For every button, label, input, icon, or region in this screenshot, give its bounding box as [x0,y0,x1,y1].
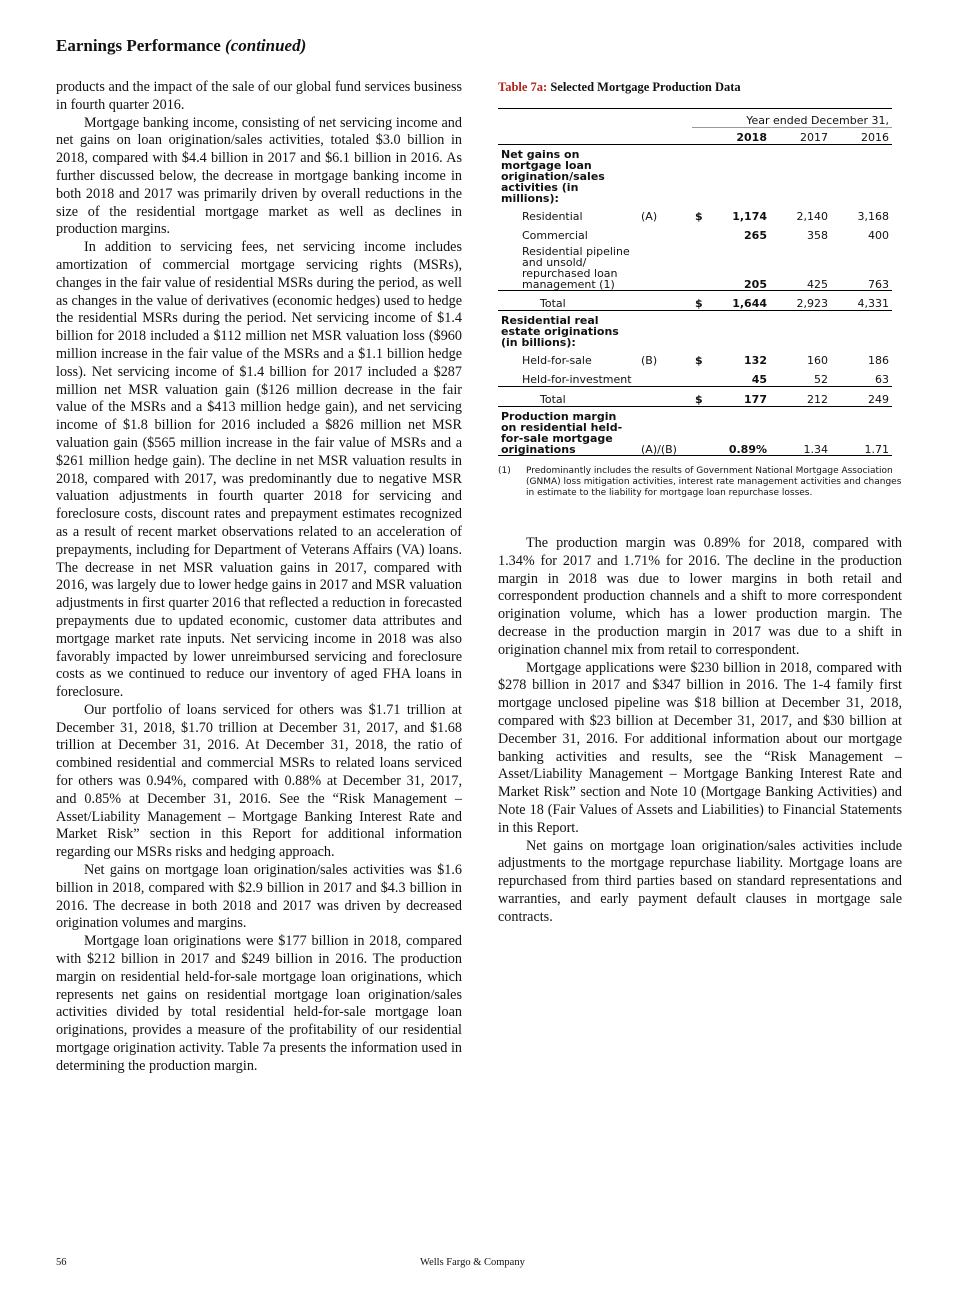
table-row [498,367,892,387]
section-heading: Residential real estate originations (in billions): [498,311,638,349]
paragraph: Mortgage banking income, consisting of net servicing income and net gains on loan origination/sales activities, totaled $3.0 billion in 2018, compared with $4.4 billion in 2017 and $6.1 billion in 2016. As further discussed below, the decrease in mortgage banking income in both 2018 and 2017 was primarily driven by overall reductions in the size of the residential mortgage market as well as declines in production margins. [56,114,462,238]
cell-2018: 132 [744,354,767,367]
cell-2018: 205 [744,278,767,291]
row-ref [638,223,692,242]
row-label: Commercial [522,229,588,242]
row-ref [638,367,692,387]
cell-2016: 4,331 [831,291,892,311]
cell-2018: 45 [751,373,767,386]
row-label: Residential pipeline and unsold/ repurchased loan management (1) [522,245,630,291]
cell-2017: 212 [770,387,831,407]
section-heading: Net gains on mortgage loan origination/sales activities (in millions): [501,148,605,205]
row-ref: (B) [641,354,658,367]
paragraph: Net gains on mortgage loan origination/sales activities was $1.6 billion in 2018, compared with $2.9 billion in 2017 and $4.3 billion in 2016. The decrease in both 2018 and 2017 was driven by decreased origination volumes and margins. [56,862,462,932]
cell-2016: 763 [868,278,889,291]
paragraph: Net gains on mortgage loan origination/sales activities include adjustments to the mortgage repurchase liability. Mortgage loans are repurchased from third parties based on standard representations and warranties, and early payment default clauses in mortgage sale contracts. [498,837,902,925]
production-margin-row [498,407,892,456]
cell-2017: 2,923 [770,291,831,311]
year-header: 2018 [692,128,770,145]
cell-2017: 160 [807,354,828,367]
table-row [498,242,892,291]
cell-2016: 249 [831,387,892,407]
row-ref: (A) [641,210,658,223]
mortgage-production-table [498,108,892,456]
cell-2017: 2,140 [796,210,828,223]
cell-2018: 1,644 [732,297,767,310]
row-label: Held-for-sale [522,354,592,367]
table-footnote [498,466,902,499]
page-number: 56 [56,1257,67,1268]
cell-2016: 3,168 [857,210,889,223]
year-header-row [498,128,892,145]
table-row [498,223,892,242]
page-header [56,36,306,56]
row-ref: (A)/(B) [638,407,692,456]
right-text-column [498,535,902,927]
paragraph: In addition to servicing fees, net servicing income includes amortization of commercial mortgage servicing rights (MSRs), changes in the fair value of residential MSRs during the period, as well as changes in the value of derivatives (economic hedges) used to hedge the residential MSRs during the period. Net servicing income of $1.4 billion for 2018 included a $112 million net MSR valuation loss ($960 million increase in the fair value of the MSRs and a $1.1 billion hedge loss). Net servicing income of $1.4 billion for 2017 included a $287 million net MSR valuation gain ($126 million decrease in the fair value of the MSRs and a $413 million hedge gain), and net servicing income of $1.8 billion for 2016 included a $826 million net MSR valuation gain ($565 million increase in the fair value of MSRs and a $261 million hedge gain). The decline in net MSR valuation results in 2018, compared with 2017, was predominantly due to negative MSR valuation adjustments in fourth quarter 2018 for servicing and foreclosure costs, discount rates and prepayment estimates recognized as a result of recent market observations related to an acceleration of prepayments, including for Department of Veterans Affairs (VA) loans. The decrease in net MSR valuation gains in 2017, compared with 2016, was largely due to lower hedge gains in 2017 and MSR valuation adjustments in first quarter 2016 that reflected a reduction in forecasted prepayments due to updated economic, customer data attributes and mortgage market rate inputs. Net servicing income in 2018 was also favorably impacted by lower unreimbursed servicing and foreclosure costs as we continued to reduce our inventory of aged FHA loans in foreclosure. [56,239,462,701]
continued-label: (continued) [225,36,307,55]
footnote-text: Predominantly includes the results of Government National Mortgage Association (GNMA) loss mitigation activities, interest rate management activities and changes in estimate to the liability for mortgage loan repurchase losses. [526,466,902,498]
row-ref [638,242,692,291]
paragraph: Mortgage applications were $230 billion in 2018, compared with $278 billion in 2017 and $347 billion in 2016. The 1-4 family first mortgage unclosed pipeline was $18 billion at December 31, 2018, compared with $23 billion at December 31, 2017, and $30 billion at December 31, 2016. For additional information about our mortgage banking activities and results, see the “Risk Management – Asset/Liability Management – Mortgage Banking Interest Rate and Market Risk” section and Note 10 (Mortgage Banking Activities) and Note 18 (Fair Values of Assets and Liabilities) to Financial Statements in this Report. [498,659,902,836]
table-row [498,348,892,367]
section-heading-row [498,311,892,349]
row-label: Total [498,291,638,311]
row-label: Residential [522,210,583,223]
currency-symbol: $ [695,297,703,310]
currency-symbol: $ [695,393,703,406]
currency-symbol: $ [695,354,703,367]
table-row [498,204,892,223]
cell-2018: 265 [744,229,767,242]
total-row [498,387,892,407]
paragraph: products and the impact of the sale of our global fund services business in fourth quarter 2016. [56,79,462,113]
cell-2017: 425 [807,278,828,291]
currency-symbol: $ [695,210,703,223]
table-title [498,80,741,95]
section-heading-row [498,145,892,205]
paragraph: The production margin was 0.89% for 2018, compared with 1.34% for 2017 and 1.71% for 2016. The decline in the production margin in 2018 was due to lower margins in both retail and correspondent production channels and a shift to more correspondent origination volume, which has a lower production margin. The decrease in the production margin in 2017 was due to a shift in origination channel mix from retail to correspondent. [498,535,902,658]
left-text-column [56,79,462,1076]
period-header: Year ended December 31, [692,109,892,128]
paragraph: Mortgage loan originations were $177 billion in 2018, compared with $212 billion in 2017 and $249 billion in 2016. The production margin on residential held-for-sale mortgage loan originations, which represents net gains on residential mortgage loan origination/sales activities divided by total residential held-for-sale mortgage loan originations, provides a measure of the profitability of our residential mortgage origination activity. Table 7a presents the information used in determining the production margin. [56,933,462,1074]
section-title: Earnings Performance [56,36,221,55]
total-row [498,291,892,311]
paragraph: Our portfolio of loans serviced for others was $1.71 trillion at December 31, 2018, $1.70 trillion at December 31, 2017, and $1.68 trillion at December 31, 2016. At December 31, 2018, the ratio of combined residential and commercial MSRs to related loans serviced for others was 0.94%, compared with 0.88% at December 31, 2017, and 0.85% at December 31, 2016. See the “Risk Management – Asset/Liability Management – Mortgage Banking Interest Rate and Market Risk” section in this Report for additional information regarding our MSRs risks and hedging approach. [56,701,462,861]
year-header: 2016 [831,128,892,145]
row-label: Held-for-investment [522,373,632,386]
footnote-mark: (1) [498,466,511,476]
cell-2016: 63 [875,373,889,386]
table-caption: Selected Mortgage Production Data [550,80,741,94]
year-header: 2017 [770,128,831,145]
section-heading: Production margin on residential held-for-sale mortgage originations [498,407,638,456]
footer-company: Wells Fargo & Company [420,1257,525,1268]
row-label: Total [498,387,638,407]
cell-2017: 52 [814,373,828,386]
cell-2016: 400 [868,229,889,242]
period-header-row [498,109,892,128]
cell-2016: 186 [868,354,889,367]
cell-2018: 177 [744,393,767,406]
cell-2017: 358 [807,229,828,242]
cell-2018: 1,174 [732,210,767,223]
cell-2018: 0.89% [692,407,770,456]
cell-2016: 1.71 [831,407,892,456]
table-number: Table 7a: [498,80,548,94]
cell-2017: 1.34 [770,407,831,456]
